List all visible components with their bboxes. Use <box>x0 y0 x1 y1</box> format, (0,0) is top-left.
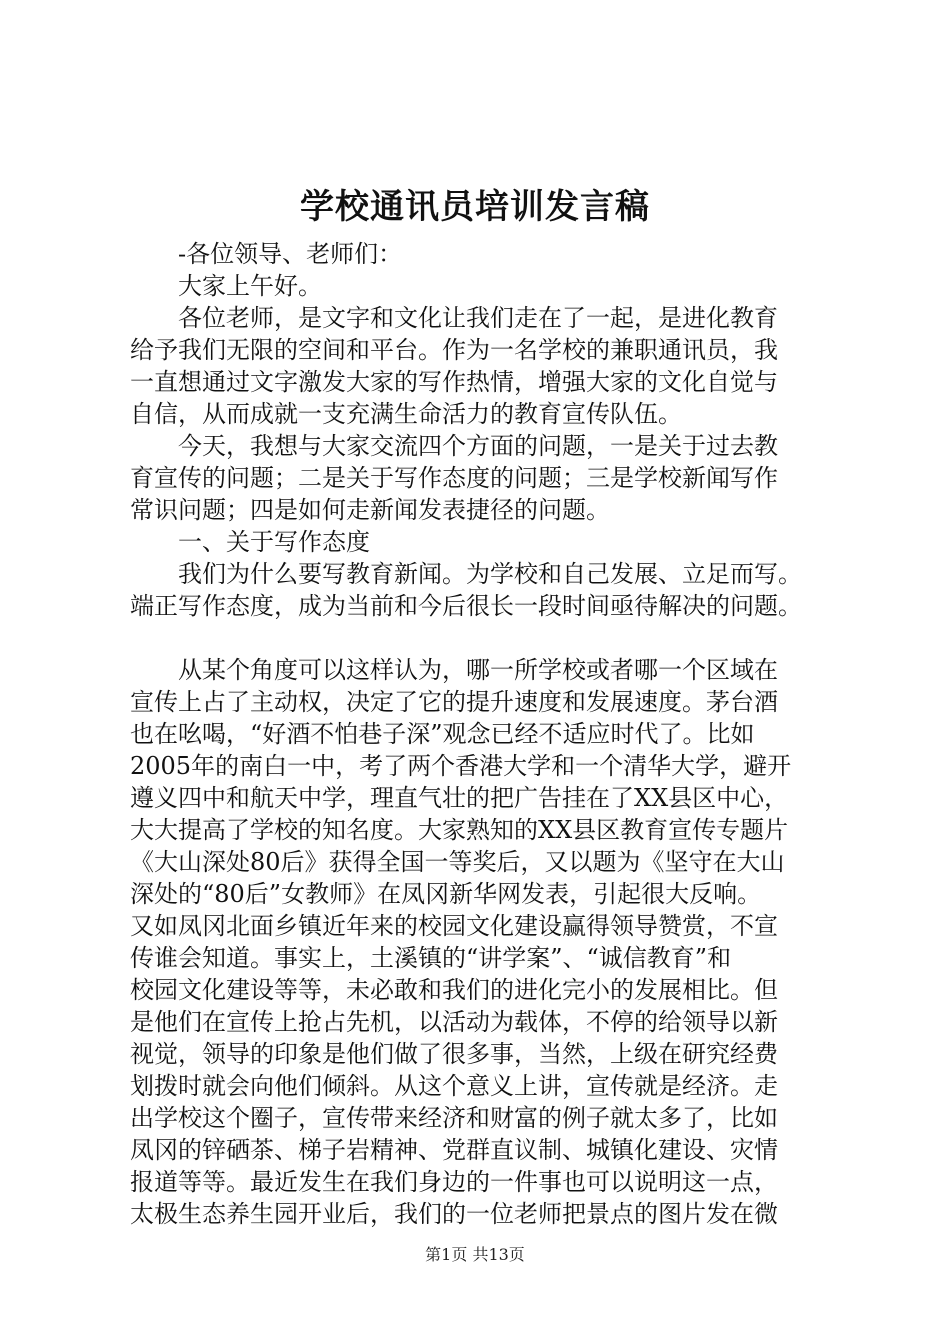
paragraph-examples: 从某个角度可以这样认为，哪一所学校或者哪一个区域在 宣传上占了主动权，决定了它的提升速度和发展速度。茅台酒 也在吆喝，“好酒不怕巷子深”观念已经不适应时代了。比如 2005年的南白一中，考了两个香港大学和一个清华大学，避开 遵义四中和航天中学，理直气壮的把广告挂在了XX县区中心， 大大提高了学校的知名度。大家熟知的XX县区教育宣传专题片 《大山深处80后》获得全国一等奖后，又以题为《坚守在大山 深处的“80后”女教师》在凤冈新华网发表，引起很大反响。 又如凤冈北面乡镇近年来的校园文化建设赢得领导赞赏，不宣 传谁会知道。事实上，土溪镇的“讲学案”、“诚信教育”和 校园文化建设等等，未必敢和我们的进化完小的发展相比。但 是他们在宣传上抢占先机，以活动为载体，不停的给领导以新 视觉，领导的印象是他们做了很多事，当然，上级在研究经费 划拨时就会向他们倾斜。从这个意义上讲，宣传就是经济。走 出学校这个圈子，宣传带来经济和财富的例子就太多了，比如 凤冈的锌硒茶、梯子岩精神、党群直议制、城镇化建设、灾情 报道等等。最近发生在我们身边的一件事也可以说明这一点， 太极生态养生园开业后，我们的一位老师把景点的图片发在微 <box>130 656 792 1228</box>
page-footer: 第1页 共13页 <box>425 1245 525 1264</box>
paragraph-why-write: 我们为什么要写教育新闻。为学校和自己发展、立足而写。 端正写作态度，成为当前和今后很长一段时间亟待解决的问题。 <box>130 560 802 620</box>
salutation: -各位领导、老师们： <box>178 240 403 268</box>
paragraph-topics: 今天，我想与大家交流四个方面的问题，一是关于过去教 育宣传的问题；二是关于写作态度的问题；三是学校新闻写作 常识问题；四是如何走新闻发表捷径的问题。 <box>130 432 778 524</box>
paragraph-intro: 各位老师，是文字和文化让我们走在了一起，是进化教育 给予我们无限的空间和平台。作为一名学校的兼职通讯员，我 一直想通过文字激发大家的写作热情，增强大家的文化自觉与 自信，从而成就一支充满生命活力的教育宣传队伍。 <box>130 304 778 428</box>
section-heading: 一、关于写作态度 <box>178 528 370 556</box>
document-body <box>130 238 830 1230</box>
greeting: 大家上午好。 <box>178 272 322 300</box>
document-title: 学校通讯员培训发言稿 <box>300 187 650 227</box>
